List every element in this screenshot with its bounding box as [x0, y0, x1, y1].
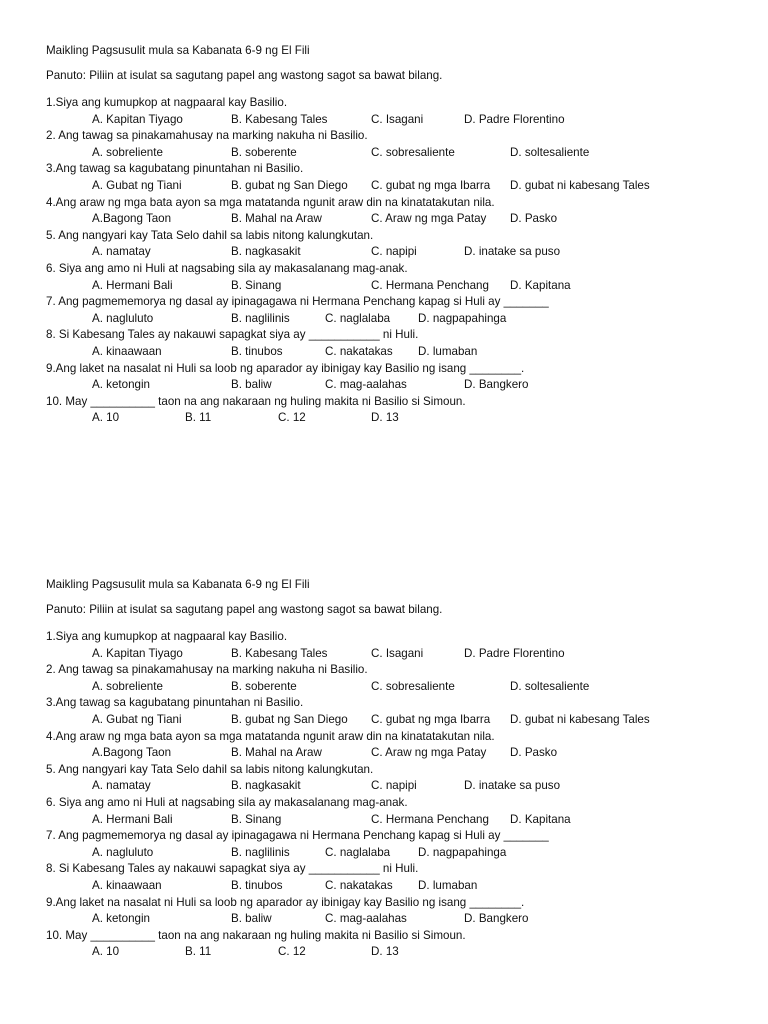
choice-row — [92, 812, 746, 829]
answer-choice: C. gubat ng mga Ibarra — [371, 712, 491, 726]
question-item — [46, 394, 746, 427]
top-question-list — [46, 95, 746, 427]
choice-row — [92, 112, 746, 129]
question-text: 3.Ang tawag sa kagubatang pinuntahan ni Basilio. — [46, 696, 304, 710]
quiz-sheet-bottom — [46, 577, 746, 961]
answer-choice: A. Gubat ng Tiani — [92, 178, 182, 192]
question-text: 4.Ang araw ng mga bata ayon sa mga matatanda ngunit araw din na kinatatakutan nila. — [46, 195, 495, 209]
answer-choice: D. soltesaliente — [510, 145, 590, 159]
answer-choice: D. Kapitana — [510, 812, 571, 826]
question-text: 5. Ang nangyari kay Tata Selo dahil sa labis nitong kalungkutan. — [46, 762, 374, 776]
answer-choice: D. gubat ni kabesang Tales — [510, 712, 650, 726]
answer-choice: D. lumaban — [418, 344, 478, 358]
answer-choice: A. namatay — [92, 245, 151, 259]
answer-choice: B. baliw — [231, 378, 272, 392]
answer-choice: D. 13 — [371, 411, 399, 425]
choice-row — [92, 845, 746, 862]
answer-choice: C. gubat ng mga Ibarra — [371, 178, 491, 192]
answer-choice: D. Bangkero — [464, 912, 529, 926]
answer-choice: C. 12 — [278, 411, 306, 425]
question-text: 8. Si Kabesang Tales ay nakauwi sapagkat siya ay ___________ ni Huli. — [46, 862, 419, 876]
answer-choice: D. nagpapahinga — [418, 311, 507, 325]
answer-choice: B. nagkasakit — [231, 245, 301, 259]
answer-choice: A. kinaawaan — [92, 878, 162, 892]
choice-row — [92, 278, 746, 295]
question-item — [46, 828, 746, 861]
question-item — [46, 95, 746, 128]
question-text: 5. Ang nangyari kay Tata Selo dahil sa labis nitong kalungkutan. — [46, 228, 374, 242]
answer-choice: C. Araw ng mga Patay — [371, 746, 487, 760]
question-text: 8. Si Kabesang Tales ay nakauwi sapagkat siya ay ___________ ni Huli. — [46, 328, 419, 342]
choice-row — [92, 778, 746, 795]
question-text: 2. Ang tawag sa pinakamahusay na marking nakuha ni Basilio. — [46, 663, 368, 677]
answer-choice: D. Padre Florentino — [464, 112, 565, 126]
answer-choice: C. Isagani — [371, 646, 424, 660]
answer-choice: D. Bangkero — [464, 378, 529, 392]
answer-choice: A. Hermani Bali — [92, 812, 173, 826]
answer-choice: A. 10 — [92, 945, 120, 959]
answer-choice: B. baliw — [231, 912, 272, 926]
answer-choice: B. naglilinis — [231, 845, 290, 859]
question-text: 6. Siya ang amo ni Huli at nagsabing sila ay makasalanang mag-anak. — [46, 261, 408, 275]
choice-row — [92, 745, 746, 762]
question-item — [46, 128, 746, 161]
answer-choice: A. kinaawaan — [92, 344, 162, 358]
answer-choice: C. nakatakas — [325, 344, 393, 358]
choice-row — [92, 377, 746, 394]
answer-choice: B. tinubos — [231, 878, 283, 892]
answer-choice: A. nagluluto — [92, 845, 154, 859]
answer-choice: C. naglalaba — [325, 845, 391, 859]
choice-row — [92, 344, 746, 361]
answer-choice: D. inatake sa puso — [464, 245, 561, 259]
choice-row — [92, 244, 746, 261]
answer-choice: B. naglilinis — [231, 311, 290, 325]
answer-choice: C. nakatakas — [325, 878, 393, 892]
answer-choice: A. Kapitan Tiyago — [92, 112, 183, 126]
answer-choice: C. napipi — [371, 779, 417, 793]
question-text: 9.Ang laket na nasalat ni Huli sa loob ng aparador ay ibinigay kay Basilio ng isang ________. — [46, 895, 525, 909]
answer-choice: C. Hermana Penchang — [371, 812, 489, 826]
question-item — [46, 361, 746, 394]
question-item — [46, 795, 746, 828]
question-item — [46, 729, 746, 762]
answer-choice: B. gubat ng San Diego — [231, 712, 348, 726]
top-instructions: Panuto: Piliin at isulat sa sagutang papel ang wastong sagot sa bawat bilang. — [46, 69, 443, 82]
answer-choice: D. nagpapahinga — [418, 845, 507, 859]
question-text: 2. Ang tawag sa pinakamahusay na marking nakuha ni Basilio. — [46, 129, 368, 143]
question-text: 6. Siya ang amo ni Huli at nagsabing sila ay makasalanang mag-anak. — [46, 795, 408, 809]
question-text: 4.Ang araw ng mga bata ayon sa mga matatanda ngunit araw din na kinatatakutan nila. — [46, 729, 495, 743]
question-item — [46, 629, 746, 662]
question-text: 10. May __________ taon na ang nakaraan ng huling makita ni Basilio si Simoun. — [46, 928, 466, 942]
bottom-instructions: Panuto: Piliin at isulat sa sagutang papel ang wastong sagot sa bawat bilang. — [46, 603, 443, 616]
answer-choice: B. Sinang — [231, 278, 282, 292]
answer-choice: D. Pasko — [510, 746, 558, 760]
question-item — [46, 161, 746, 194]
question-item — [46, 662, 746, 695]
answer-choice: B. soberente — [231, 145, 297, 159]
answer-choice: B. soberente — [231, 679, 297, 693]
question-item — [46, 861, 746, 894]
choice-row — [92, 911, 746, 928]
answer-choice: A. namatay — [92, 779, 151, 793]
question-item — [46, 695, 746, 728]
question-text: 9.Ang laket na nasalat ni Huli sa loob ng aparador ay ibinigay kay Basilio ng isang ________. — [46, 361, 525, 375]
answer-choice: C. sobresaliente — [371, 145, 455, 159]
choice-row — [92, 145, 746, 162]
answer-choice: C. Hermana Penchang — [371, 278, 489, 292]
answer-choice: D. 13 — [371, 945, 399, 959]
answer-choice: D. soltesaliente — [510, 679, 590, 693]
question-item — [46, 195, 746, 228]
answer-choice: A. ketongin — [92, 912, 151, 926]
choice-row — [92, 944, 746, 961]
answer-choice: A. Gubat ng Tiani — [92, 712, 182, 726]
answer-choice: A. sobreliente — [92, 679, 163, 693]
choice-row — [92, 211, 746, 228]
question-item — [46, 261, 746, 294]
answer-choice: A. sobreliente — [92, 145, 163, 159]
answer-choice: C. naglalaba — [325, 311, 391, 325]
answer-choice: C. mag-aalahas — [325, 912, 407, 926]
choice-row — [92, 311, 746, 328]
answer-choice: B. Sinang — [231, 812, 282, 826]
question-item — [46, 294, 746, 327]
answer-choice: D. Pasko — [510, 212, 558, 226]
answer-choice: A. Kapitan Tiyago — [92, 646, 183, 660]
answer-choice: D. gubat ni kabesang Tales — [510, 178, 650, 192]
question-item — [46, 895, 746, 928]
answer-choice: A. ketongin — [92, 378, 151, 392]
answer-choice: D. lumaban — [418, 878, 478, 892]
question-text: 7. Ang pagmememorya ng dasal ay ipinagagawa ni Hermana Penchang kapag si Huli ay _______ — [46, 829, 549, 843]
choice-row — [92, 878, 746, 895]
answer-choice: D. inatake sa puso — [464, 779, 561, 793]
answer-choice: B. Kabesang Tales — [231, 646, 328, 660]
answer-choice: B. 11 — [185, 411, 212, 425]
answer-choice: C. mag-aalahas — [325, 378, 407, 392]
choice-row — [92, 646, 746, 663]
question-text: 10. May __________ taon na ang nakaraan ng huling makita ni Basilio si Simoun. — [46, 394, 466, 408]
answer-choice: A. Hermani Bali — [92, 278, 173, 292]
bottom-quiz-title: Maikling Pagsusulit mula sa Kabanata 6-9 ng El Fili — [46, 578, 310, 591]
bottom-question-list — [46, 629, 746, 961]
answer-choice: A. nagluluto — [92, 311, 154, 325]
question-item — [46, 327, 746, 360]
answer-choice: B. Mahal na Araw — [231, 746, 322, 760]
answer-choice: C. sobresaliente — [371, 679, 455, 693]
question-text: 3.Ang tawag sa kagubatang pinuntahan ni Basilio. — [46, 162, 304, 176]
answer-choice: C. Araw ng mga Patay — [371, 212, 487, 226]
question-text: 7. Ang pagmememorya ng dasal ay ipinagagawa ni Hermana Penchang kapag si Huli ay _______ — [46, 295, 549, 309]
answer-choice: D. Padre Florentino — [464, 646, 565, 660]
answer-choice: B. nagkasakit — [231, 779, 301, 793]
answer-choice: A. 10 — [92, 411, 120, 425]
quiz-sheet-top — [46, 43, 746, 427]
answer-choice: C. 12 — [278, 945, 306, 959]
question-item — [46, 928, 746, 961]
top-quiz-title: Maikling Pagsusulit mula sa Kabanata 6-9 ng El Fili — [46, 44, 310, 57]
question-item — [46, 228, 746, 261]
answer-choice: B. gubat ng San Diego — [231, 178, 348, 192]
choice-row — [92, 178, 746, 195]
choice-row — [92, 679, 746, 696]
answer-choice: B. Kabesang Tales — [231, 112, 328, 126]
choice-row — [92, 712, 746, 729]
answer-choice: B. tinubos — [231, 344, 283, 358]
answer-choice: B. 11 — [185, 945, 212, 959]
question-item — [46, 762, 746, 795]
question-text: 1.Siya ang kumupkop at nagpaaral kay Basilio. — [46, 96, 288, 109]
answer-choice: A.Bagong Taon — [92, 746, 172, 760]
answer-choice: C. Isagani — [371, 112, 424, 126]
answer-choice: D. Kapitana — [510, 278, 571, 292]
answer-choice: B. Mahal na Araw — [231, 212, 322, 226]
answer-choice: A.Bagong Taon — [92, 212, 172, 226]
answer-choice: C. napipi — [371, 245, 417, 259]
choice-row — [92, 410, 746, 427]
question-text: 1.Siya ang kumupkop at nagpaaral kay Basilio. — [46, 630, 288, 643]
